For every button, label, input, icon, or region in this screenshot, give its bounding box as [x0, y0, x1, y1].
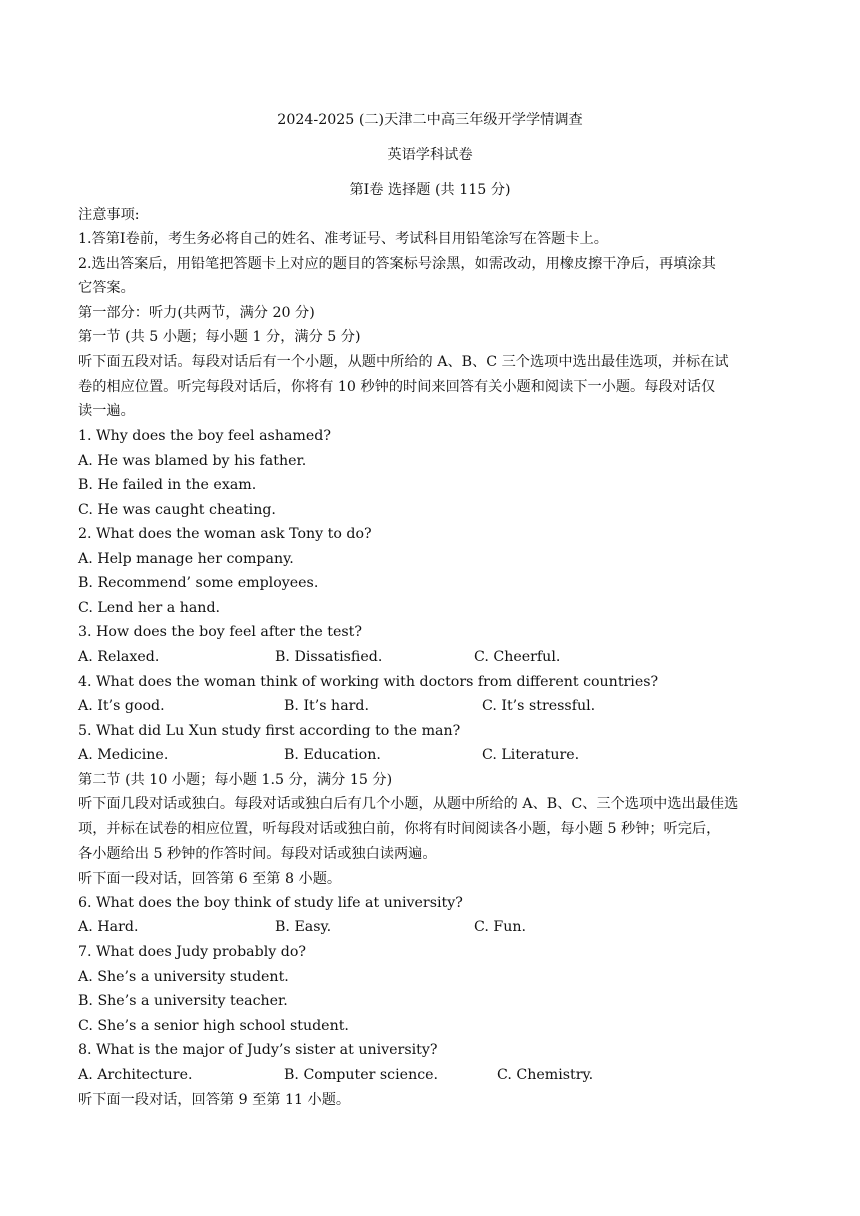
question-3-option-a: A. Relaxed. [78, 649, 160, 665]
question-3: 3. How does the boy feel after the test? [78, 624, 362, 640]
question-6: 6. What does the boy think of study life at university? [78, 895, 463, 911]
section-2-instruction-1: 听下面几段对话或独白。每段对话或独白后有几个小题，从题中所给的 A、B、C、三个选项中选出最佳选 [78, 796, 739, 812]
notes-heading: 注意事项: [78, 207, 140, 223]
question-7: 7. What does Judy probably do? [78, 944, 306, 960]
question-1: 1. Why does the boy feel ashamed? [78, 428, 331, 444]
question-7-option-c: C. She’s a senior high school student. [78, 1018, 349, 1034]
question-4-option-c: C. It’s stressful. [482, 698, 596, 714]
section-1-instruction-1: 听下面五段对话。每段对话后有一个小题，从题中所给的 A、B、C 三个选项中选出最佳选项，并标在试 [78, 354, 729, 370]
question-2-option-b: B. Recommend’ some employees. [78, 575, 319, 591]
question-6-option-b: B. Easy. [275, 919, 332, 935]
question-1-option-c: C. He was caught cheating. [78, 502, 276, 518]
section-1-title: 第一节 (共 5 小题；每小题 1 分，满分 5 分) [78, 329, 361, 345]
group-6-8-instruction: 听下面一段对话，回答第 6 至第 8 小题。 [78, 871, 342, 887]
question-6-option-a: A. Hard. [78, 919, 139, 935]
listening-part-title: 第一部分：听力(共两节，满分 20 分) [78, 305, 315, 321]
section-1-instruction-3: 读一遍。 [78, 403, 135, 419]
note-1: 1.答第Ⅰ卷前，考生务必将自己的姓名、准考证号、考试科目用铅笔涂写在答题卡上。 [78, 231, 608, 247]
question-7-option-a: A. She’s a university student. [78, 969, 289, 985]
question-5-option-a: A. Medicine. [78, 747, 169, 763]
note-2-line-1: 2.选出答案后，用铅笔把答题卡上对应的题目的答案标号涂黑，如需改动，用橡皮擦干净后，再填涂其 [78, 256, 716, 272]
question-8-option-b: B. Computer science. [284, 1067, 439, 1083]
group-9-11-instruction: 听下面一段对话，回答第 9 至第 11 小题。 [78, 1092, 351, 1108]
question-6-option-c: C. Fun. [474, 919, 526, 935]
question-1-option-a: A. He was blamed by his father. [78, 453, 307, 469]
question-2: 2. What does the woman ask Tony to do? [78, 526, 372, 542]
question-5-option-b: B. Education. [284, 747, 381, 763]
note-2-line-2: 它答案。 [78, 280, 135, 296]
exam-title: 2024-2025 (二)天津二中高三年级开学学情调查 [277, 112, 583, 128]
question-2-option-c: C. Lend her a hand. [78, 600, 221, 616]
question-7-option-b: B. She’s a university teacher. [78, 993, 288, 1009]
question-1-option-b: B. He failed in the exam. [78, 477, 257, 493]
question-4-option-b: B. It’s hard. [284, 698, 370, 714]
question-8: 8. What is the major of Judy’s sister at university? [78, 1042, 438, 1058]
question-2-option-a: A. Help manage her company. [78, 551, 294, 567]
section-2-instruction-2: 项，并标在试卷的相应位置，听每段对话或独白前，你将有时间阅读各小题，每小题 5 秒钟；听完后， [78, 821, 721, 837]
part-title: 第Ⅰ卷 选择题 (共 115 分) [349, 182, 511, 198]
question-8-option-a: A. Architecture. [78, 1067, 193, 1083]
question-4: 4. What does the woman think of working with doctors from different countries? [78, 674, 659, 690]
question-5: 5. What did Lu Xun study first according to the man? [78, 723, 461, 739]
question-3-option-c: C. Cheerful. [474, 649, 561, 665]
section-1-instruction-2: 卷的相应位置。听完每段对话后，你将有 10 秒钟的时间来回答有关小题和阅读下一小题。每段对话仅 [78, 379, 716, 395]
question-5-option-c: C. Literature. [482, 747, 580, 763]
section-2-title: 第二节 (共 10 小题；每小题 1.5 分，满分 15 分) [78, 772, 393, 788]
question-4-option-a: A. It’s good. [78, 698, 165, 714]
question-8-option-c: C. Chemistry. [497, 1067, 594, 1083]
section-2-instruction-3: 各小题给出 5 秒钟的作答时间。每段对话或独白读两遍。 [78, 846, 437, 862]
question-3-option-b: B. Dissatisfied. [275, 649, 383, 665]
subject-title: 英语学科试卷 [387, 147, 473, 163]
